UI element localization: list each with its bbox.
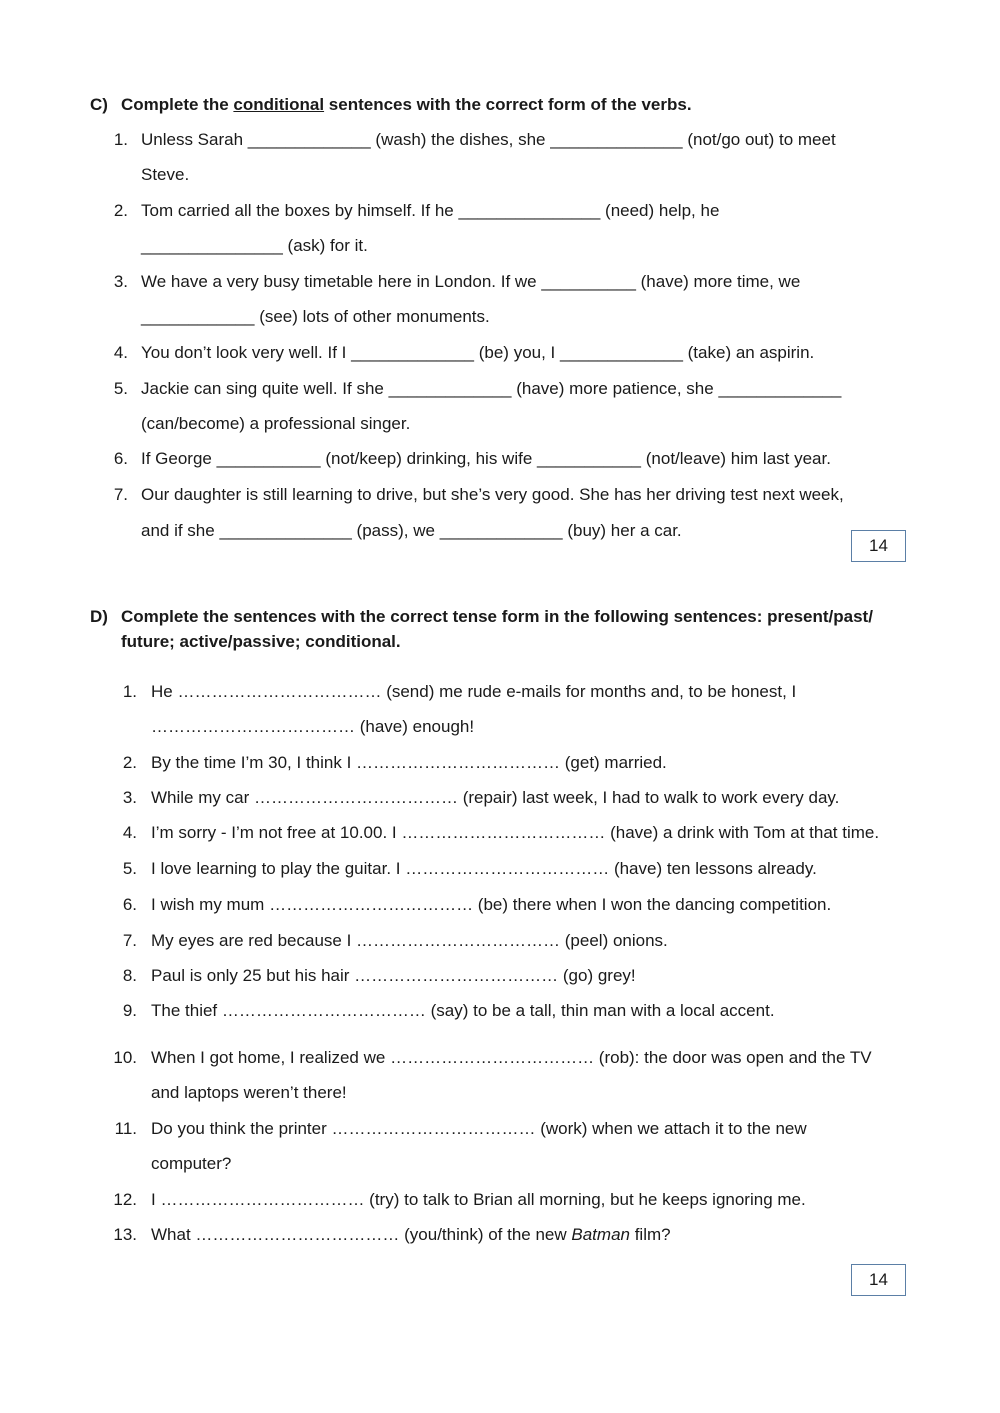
sectionC-item-line bbox=[141, 271, 800, 293]
sectionC-item-line bbox=[141, 164, 189, 186]
answer-blank[interactable]: _____________ bbox=[351, 343, 475, 362]
sentence-text: (have) a drink with Tom at that time. bbox=[605, 823, 880, 842]
sectionD-item-line bbox=[151, 858, 817, 880]
sectionD-item-number: 12. bbox=[113, 1190, 137, 1209]
sentence-text: (wash) the dishes, she bbox=[370, 130, 551, 149]
sectionD-item-line bbox=[151, 752, 667, 774]
sentence-text: Unless Sarah bbox=[141, 130, 248, 149]
section-d-letter: D) bbox=[90, 607, 108, 626]
sectionD-item-number: 5. bbox=[122, 859, 137, 878]
section-c-heading-end: sentences with the correct form of the verbs. bbox=[324, 95, 692, 114]
sentence-text: Steve. bbox=[141, 165, 190, 184]
sectionC-item-line bbox=[141, 484, 844, 506]
sentence-text: I bbox=[151, 1190, 161, 1209]
answer-blank[interactable]: _____________ bbox=[247, 130, 371, 149]
sectionC-item-line bbox=[141, 520, 682, 542]
answer-blank[interactable]: ____________ bbox=[141, 307, 255, 326]
sentence-text: (need) help, he bbox=[600, 201, 720, 220]
sentence-text: (you/think) of the new bbox=[399, 1225, 572, 1244]
answer-blank[interactable]: ……………………………… bbox=[177, 682, 382, 701]
sectionC-item-line bbox=[141, 378, 841, 400]
answer-blank[interactable]: ……………………………… bbox=[354, 966, 559, 985]
sectionD-item-number: 11. bbox=[114, 1119, 137, 1138]
sectionC-item-line bbox=[141, 413, 410, 435]
sectionC-item-number: 5. bbox=[113, 379, 128, 398]
answer-blank[interactable]: _____________ bbox=[718, 379, 842, 398]
sectionC-item-number: 7. bbox=[113, 485, 128, 504]
sectionC-item-number: 4. bbox=[113, 343, 128, 362]
sectionC-item-number: 2. bbox=[113, 201, 128, 220]
sectionD-item-line bbox=[151, 787, 839, 809]
sentence-text: What bbox=[151, 1225, 196, 1244]
sectionD-item-line bbox=[151, 894, 831, 916]
sectionC-item-line bbox=[141, 306, 490, 328]
sectionC-item-line bbox=[141, 200, 719, 222]
sentence-text: and laptops weren’t there! bbox=[151, 1083, 347, 1102]
sentence-text: (have) more patience, she bbox=[511, 379, 719, 398]
sentence-text: (work) when we attach it to the new bbox=[535, 1119, 807, 1138]
sentence-text: By the time I’m 30, I think I bbox=[151, 753, 357, 772]
sectionD-item-number: 1. bbox=[122, 682, 137, 701]
answer-blank[interactable]: ……………………………… bbox=[160, 1190, 365, 1209]
answer-blank[interactable]: ……………………………… bbox=[221, 1001, 426, 1020]
section-c-heading bbox=[90, 92, 930, 117]
sectionD-item-line bbox=[151, 716, 474, 738]
sentence-text: We have a very busy timetable here in London. If we bbox=[141, 272, 542, 291]
section-d-heading-line2: future; active/passive; conditional. bbox=[121, 632, 401, 651]
sentence-text: (pass), we bbox=[351, 521, 440, 540]
sectionD-item-number: 10. bbox=[113, 1048, 137, 1067]
sentence-text: (buy) her a car. bbox=[562, 521, 682, 540]
film-title: Batman bbox=[571, 1225, 630, 1244]
sentence-text: (send) me rude e-mails for months and, to be honest, I bbox=[381, 682, 797, 701]
sectionD-item-number: 7. bbox=[122, 931, 137, 950]
sentence-text: (be) there when I won the dancing competition. bbox=[473, 895, 832, 914]
sentence-text: (ask) for it. bbox=[282, 236, 368, 255]
answer-blank[interactable]: ……………………………… bbox=[356, 931, 561, 950]
sentence-text: (not/keep) drinking, his wife bbox=[320, 449, 538, 468]
answer-blank[interactable]: _____________ bbox=[388, 379, 512, 398]
sentence-text: While my car bbox=[151, 788, 254, 807]
sentence-text: (repair) last week, I had to walk to work every day. bbox=[457, 788, 840, 807]
answer-blank[interactable]: ______________ bbox=[219, 521, 352, 540]
sentence-text: If George bbox=[141, 449, 217, 468]
sectionD-item-number: 3. bbox=[122, 788, 137, 807]
sentence-text: (have) ten lessons already. bbox=[609, 859, 817, 878]
sentence-text: (try) to talk to Brian all morning, but he keeps ignoring me. bbox=[364, 1190, 806, 1209]
answer-blank[interactable]: ……………………………… bbox=[356, 753, 561, 772]
sentence-text: (peel) onions. bbox=[560, 931, 668, 950]
section-d-score-box: 14 bbox=[851, 1264, 906, 1296]
sectionD-item-number: 9. bbox=[122, 1001, 137, 1020]
sentence-text: (have) more time, we bbox=[635, 272, 801, 291]
answer-blank[interactable]: ……………………………… bbox=[151, 717, 355, 736]
sentence-text: When I got home, I realized we bbox=[151, 1048, 391, 1067]
sentence-text: (rob): the door was open and the TV bbox=[594, 1048, 872, 1067]
sectionC-item-number: 1. bbox=[113, 130, 128, 149]
answer-blank[interactable]: _____________ bbox=[560, 343, 683, 362]
sectionC-item-line bbox=[141, 448, 831, 470]
section-d-heading-line1: Complete the sentences with the correct tense form in the following sentences: present/past/ bbox=[121, 607, 873, 626]
sectionC-item-line bbox=[141, 129, 836, 151]
sectionD-item-line bbox=[151, 1118, 807, 1140]
sectionC-item-line bbox=[141, 342, 814, 364]
sentence-text: My eyes are red because I bbox=[151, 931, 357, 950]
sectionD-item-number: 2. bbox=[122, 753, 137, 772]
sentence-text: (have) enough! bbox=[355, 717, 475, 736]
sectionC-item-number: 6. bbox=[113, 449, 128, 468]
sentence-text: I wish my mum bbox=[151, 895, 270, 914]
answer-blank[interactable]: ___________ bbox=[537, 449, 642, 468]
section-c-heading-start: Complete the bbox=[121, 95, 234, 114]
sentence-text: Our daughter is still learning to drive, but she’s very good. She has her driving test next week, bbox=[141, 485, 844, 504]
answer-blank[interactable]: ……………………………… bbox=[401, 823, 606, 842]
answer-blank[interactable]: ……………………………… bbox=[253, 788, 458, 807]
sectionD-item-number: 8. bbox=[122, 966, 137, 985]
sectionD-item-line bbox=[151, 1047, 872, 1069]
sectionD-item-line bbox=[151, 1224, 671, 1246]
sectionC-item-line bbox=[141, 235, 368, 257]
sentence-text: (see) lots of other monuments. bbox=[254, 307, 490, 326]
sentence-text: (not/go out) to meet bbox=[682, 130, 836, 149]
answer-blank[interactable]: ……………………………… bbox=[331, 1119, 536, 1138]
answer-blank[interactable]: _______________ bbox=[141, 236, 283, 255]
sentence-text: Jackie can sing quite well. If she bbox=[141, 379, 389, 398]
section-d-heading bbox=[90, 604, 960, 654]
sentence-text: I love learning to play the guitar. I bbox=[151, 859, 406, 878]
answer-blank[interactable]: ……………………………… bbox=[195, 1225, 400, 1244]
answer-blank[interactable]: _______________ bbox=[458, 201, 601, 220]
sectionD-item-number: 4. bbox=[122, 823, 137, 842]
sentence-text: and if she bbox=[141, 521, 220, 540]
answer-blank[interactable]: ……………………………… bbox=[405, 859, 610, 878]
answer-blank[interactable]: ___________ bbox=[216, 449, 321, 468]
sentence-text: film? bbox=[629, 1225, 671, 1244]
answer-blank[interactable]: _____________ bbox=[439, 521, 563, 540]
sentence-text: The thief bbox=[151, 1001, 222, 1020]
section-c-heading-underlined: conditional bbox=[233, 95, 325, 114]
section-c-letter: C) bbox=[90, 95, 108, 114]
sectionC-item-number: 3. bbox=[113, 272, 128, 291]
sentence-text: computer? bbox=[151, 1154, 232, 1173]
sentence-text: He bbox=[151, 682, 178, 701]
sectionD-item-line bbox=[151, 930, 668, 952]
sectionD-item-line bbox=[151, 1082, 347, 1104]
sentence-text: (be) you, I bbox=[474, 343, 560, 362]
sectionD-item-line bbox=[151, 681, 796, 703]
sentence-text: You don’t look very well. If I bbox=[141, 343, 352, 362]
sentence-text: (get) married. bbox=[560, 753, 667, 772]
answer-blank[interactable]: ……………………………… bbox=[269, 895, 474, 914]
sentence-text: Do you think the printer bbox=[151, 1119, 332, 1138]
sectionD-item-line bbox=[151, 1189, 806, 1211]
sectionD-item-line bbox=[151, 965, 636, 987]
sectionD-item-number: 13. bbox=[113, 1225, 137, 1244]
section-c-score-box: 14 bbox=[851, 530, 906, 562]
answer-blank[interactable]: __________ bbox=[541, 272, 636, 291]
sectionD-item-line bbox=[151, 822, 879, 844]
answer-blank[interactable]: ______________ bbox=[550, 130, 683, 149]
sectionD-item-line bbox=[151, 1153, 231, 1175]
sentence-text: (not/leave) him last year. bbox=[641, 449, 831, 468]
sectionD-item-number: 6. bbox=[122, 895, 137, 914]
sentence-text: (say) to be a tall, thin man with a local accent. bbox=[425, 1001, 775, 1020]
sentence-text: (can/become) a professional singer. bbox=[141, 414, 411, 433]
sectionD-item-line bbox=[151, 1000, 775, 1022]
sentence-text: Tom carried all the boxes by himself. If he bbox=[141, 201, 459, 220]
answer-blank[interactable]: ……………………………… bbox=[390, 1048, 595, 1067]
sentence-text: I’m sorry - I’m not free at 10.00. I bbox=[151, 823, 402, 842]
sentence-text: (take) an aspirin. bbox=[682, 343, 815, 362]
sentence-text: (go) grey! bbox=[558, 966, 636, 985]
sentence-text: Paul is only 25 but his hair bbox=[151, 966, 355, 985]
